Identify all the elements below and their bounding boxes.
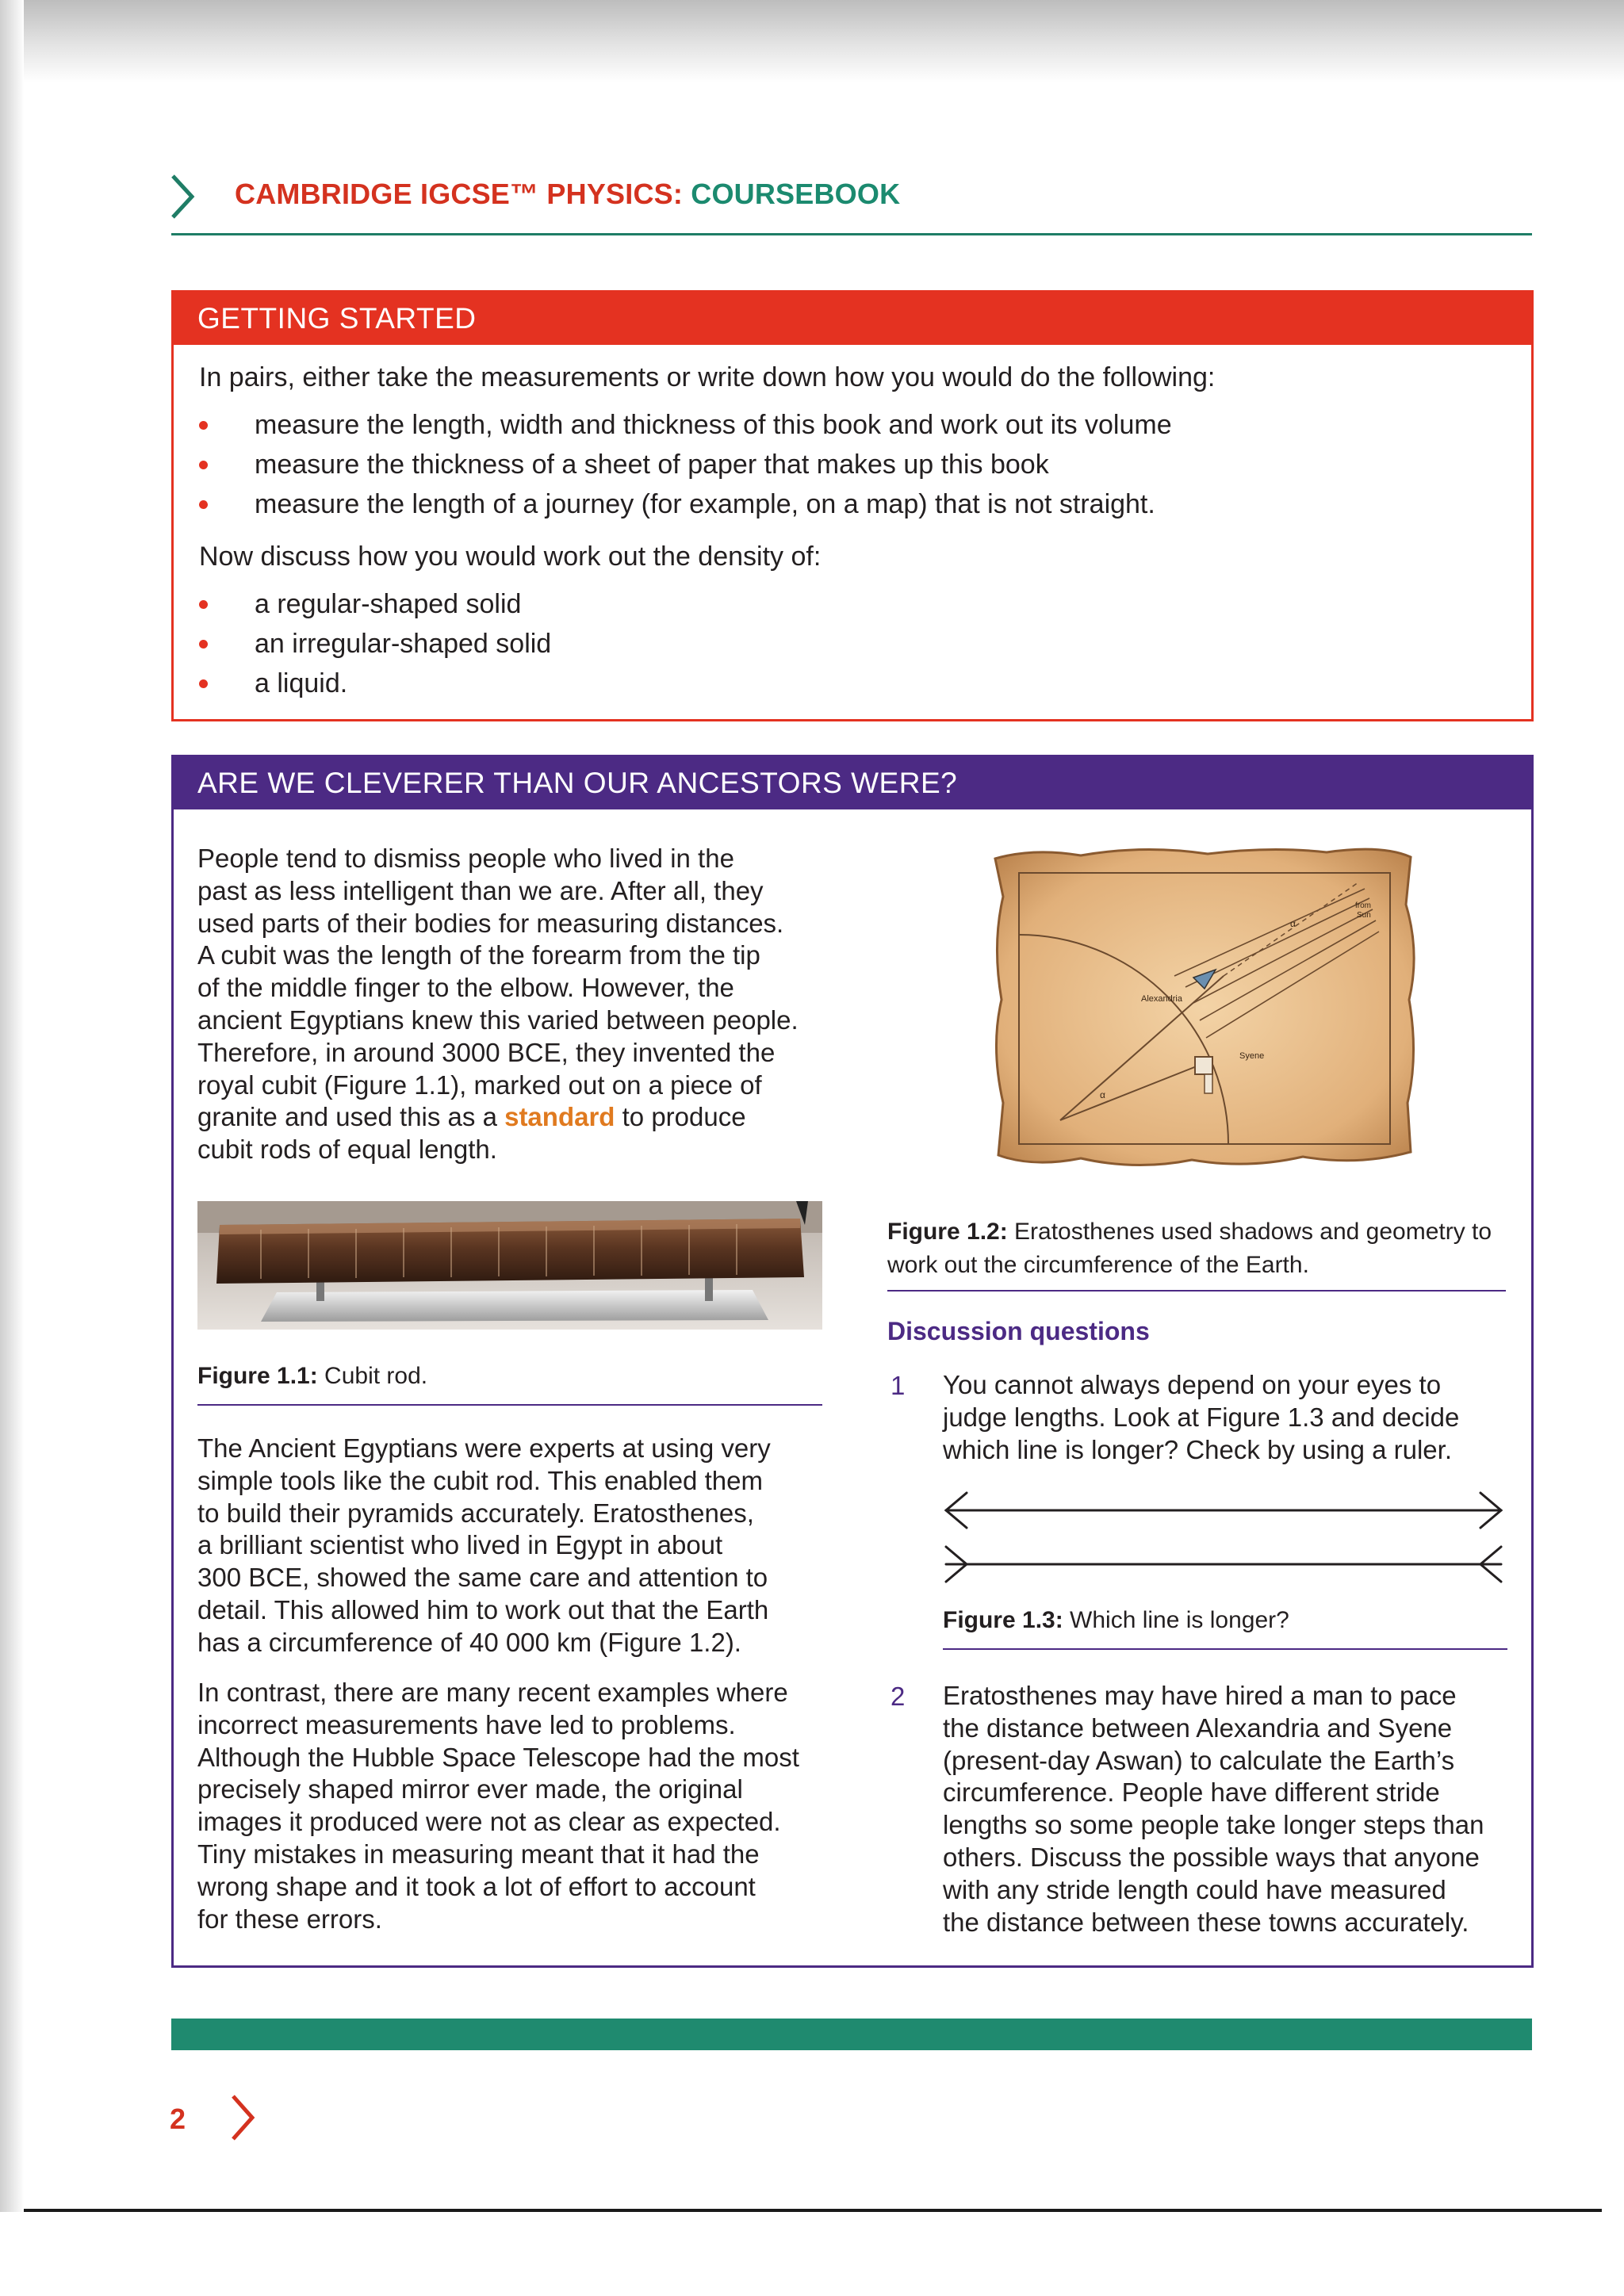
bullet-icon xyxy=(199,461,208,469)
figure-1-2-rule xyxy=(887,1290,1506,1292)
getting-started-bar xyxy=(174,293,1531,345)
scan-shadow-left xyxy=(0,0,24,2212)
next-page-chevron-icon xyxy=(230,2093,257,2142)
scan-edge-bottom xyxy=(24,2209,1602,2212)
bullet-icon xyxy=(199,600,208,609)
bullet-icon xyxy=(199,500,208,509)
scan-shadow-top xyxy=(0,0,1624,82)
header-rule xyxy=(171,233,1532,235)
figure-1-3-rule xyxy=(943,1648,1507,1650)
getting-started-title: GETTING STARTED xyxy=(197,302,477,335)
figure-1-2-caption-line2: work out the circumference of the Earth. xyxy=(887,1252,1309,1278)
figure-1-1-rule xyxy=(197,1404,822,1406)
running-header xyxy=(235,178,900,211)
label-sun: Sun xyxy=(1357,911,1371,920)
getting-started-intro: In pairs, either take the measurements or write down how you would do the following: xyxy=(199,362,1216,392)
question-1-number: 1 xyxy=(891,1371,906,1400)
label-syene: Syene xyxy=(1239,1051,1265,1061)
cubit-rod-photo xyxy=(197,1201,822,1330)
question-1-text: You cannot always depend on your eyes to judge lengths. Look at Figure 1.3 and decide which line is longer? Check by using a ruler. xyxy=(943,1370,1460,1464)
bullet-icon xyxy=(199,640,208,649)
paragraph-egyptians: The Ancient Egyptians were experts at using very simple tools like the cubit rod. This enabled them to build their pyramids accurately. Eratosthenes, a brilliant scientist who lived in Egypt in about 300 BCE, showed the same care and attention to detail. This allowed him to work out that the Earth has a circumference of 40 000 km (Figure 1.2). xyxy=(197,1433,771,1657)
cleverer-bar xyxy=(174,757,1531,809)
cubit-rod-image xyxy=(197,1201,822,1330)
header-chevron-icon xyxy=(170,173,197,220)
page-number: 2 xyxy=(170,2103,186,2135)
figure-1-1-caption: Figure 1.1: Cubit rod. xyxy=(197,1363,428,1389)
label-alexandria: Alexandria xyxy=(1141,994,1182,1004)
density-intro: Now discuss how you would work out the density of: xyxy=(199,541,822,572)
header-book-type: COURSEBOOK xyxy=(691,178,901,210)
bullet-icon xyxy=(199,679,208,688)
question-2-number: 2 xyxy=(891,1682,906,1711)
keyword-standard[interactable]: standard xyxy=(504,1102,615,1132)
label-alpha-centre: α xyxy=(1100,1089,1105,1100)
paragraph-hubble: In contrast, there are many recent examples where incorrect measurements have led to problems. Although the Hubble Space Telescope had the most precisely shaped mirror ever made, the original images it produced were not as clear as expected. Tiny mistakes in measuring meant that it had the wrong shape and it took a lot of effort to account for these errors. xyxy=(197,1678,799,1934)
question-2-text: Eratosthenes may have hired a man to pace the distance between Alexandria and Syene (present-day Aswan) to calculate the Earth’s circumference. People have different stride lengths so some people take longer steps than others. Discuss the possible ways that anyone with any stride length could have measured the distance between these towns accurately. xyxy=(943,1681,1484,1937)
muller-lyer-figure xyxy=(938,1487,1509,1585)
getting-started-box: GETTING STARTED In pairs, either take the measurements or write down how you would do the following: measure the length, width and thickness of this book and work out its volume measure the thickness of a sheet of paper that makes up this book measure the length of a journey (for example, on a map) that is not straight. Now discuss how you would work out the density of: a regular-shaped solid an irregular-shaped solid a liquid. xyxy=(171,290,1534,721)
cleverer-title: ARE WE CLEVERER THAN OUR ANCESTORS WERE? xyxy=(197,767,958,799)
figure-1-2-caption: Figure 1.2: Eratosthenes used shadows and geometry to xyxy=(887,1219,1492,1245)
bullet-icon xyxy=(199,421,208,430)
label-from: from xyxy=(1355,901,1371,910)
eratosthenes-diagram xyxy=(986,841,1422,1174)
discussion-questions-heading: Discussion questions xyxy=(887,1317,1150,1345)
label-alpha-top: α xyxy=(1290,918,1296,929)
figure-1-3-caption: Figure 1.3: Which line is longer? xyxy=(943,1607,1289,1633)
cleverer-box xyxy=(171,755,1534,1968)
paragraph-ancestors: People tend to dismiss people who lived in the past as less intelligent than we are. After all, they used parts of their bodies for measuring distances. A cubit was the length of the forearm from the tip of the middle finger to the elbow. However, the ancient Egyptians knew this varied between people. Therefore, in around 3000 BCE, they invented the royal cubit (Figure 1.1), marked out on a piece of granite and used this as a standard to produce cubit rods of equal length. xyxy=(197,844,799,1165)
header-series: CAMBRIDGE IGCSE™ PHYSICS: xyxy=(235,178,684,210)
footer-green-bar xyxy=(171,2019,1532,2050)
